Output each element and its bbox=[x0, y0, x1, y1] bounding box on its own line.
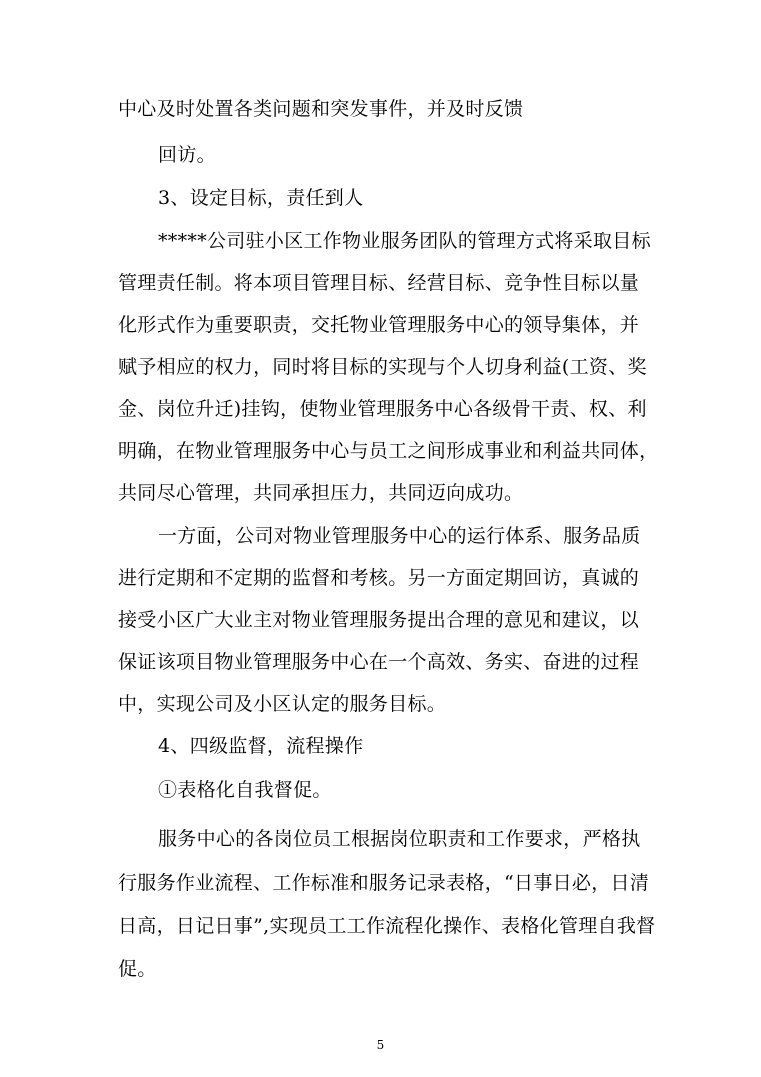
text-line: 保证该项目物业管理服务中心在一个高效、务实、奋进的过程 bbox=[118, 651, 640, 673]
text-line: 中，实现公司及小区认定的服务目标。 bbox=[118, 693, 447, 715]
subsection-heading: ①表格化自我督促。 bbox=[158, 779, 332, 801]
text-line: 中心及时处置各类问题和突发事件，并及时反馈 bbox=[118, 98, 524, 120]
text-line: 服务中心的各岗位员工根据岗位职责和工作要求，严格执 bbox=[158, 828, 641, 850]
text-line: 一方面，公司对物业管理服务中心的运行体系、服务品质 bbox=[158, 525, 641, 547]
text-line: 赋予相应的权力，同时将目标的实现与个人切身利益(工资、奖 bbox=[118, 356, 647, 378]
section-heading: 4、四级监督，流程操作 bbox=[158, 735, 364, 757]
text-line: 金、岗位升迁)挂钩，使物业管理服务中心各级骨干责、权、利 bbox=[118, 398, 647, 420]
text-line: 日高，日记日事”,实现员工工作流程化操作、表格化管理自我督 bbox=[118, 915, 656, 937]
text-line: 明确，在物业管理服务中心与员工之间形成事业和利益共同体， bbox=[118, 440, 659, 462]
text-line: 接受小区广大业主对物业管理服务提出合理的意见和建议，以 bbox=[118, 609, 640, 631]
text-line: *****公司驻小区工作物业服务团队的管理方式将采取目标 bbox=[158, 230, 651, 252]
text-line: 回访。 bbox=[158, 144, 216, 166]
text-line: 进行定期和不定期的监督和考核。另一方面定期回访，真诚的 bbox=[118, 567, 640, 589]
text-line: 化形式作为重要职责，交托物业管理服务中心的领导集体，并 bbox=[118, 314, 640, 336]
section-heading: 3、设定目标，责任到人 bbox=[158, 187, 364, 209]
text-line: 共同尽心管理，共同承担压力，共同迈向成功。 bbox=[118, 482, 524, 504]
text-line: 管理责任制。将本项目管理目标、经营目标、竞争性目标以量 bbox=[118, 272, 640, 294]
page-number: 5 bbox=[376, 1038, 385, 1052]
text-line: 促。 bbox=[118, 958, 157, 980]
text-line: 行服务作业流程、工作标准和服务记录表格，“日事日必，日清 bbox=[118, 872, 650, 894]
